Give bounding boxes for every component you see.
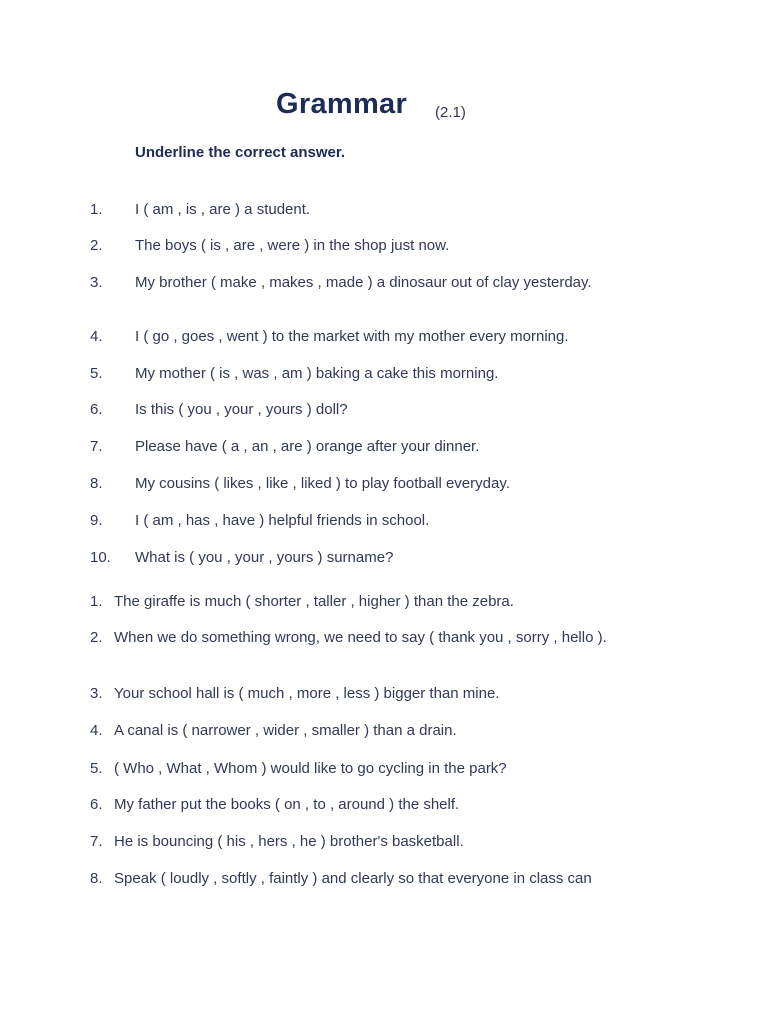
question-text: I ( am , has , have ) helpful friends in school. — [135, 512, 430, 529]
question-item — [90, 363, 710, 387]
question-number: 2. — [90, 629, 103, 646]
question-item — [90, 199, 710, 223]
page-title: Grammar — [276, 88, 408, 120]
question-number: 1. — [90, 201, 103, 218]
question-item — [90, 399, 710, 423]
question-item — [90, 272, 710, 296]
question-number: 7. — [90, 438, 103, 455]
question-text: What is ( you , your , yours ) surname? — [135, 549, 394, 566]
question-item — [90, 868, 710, 912]
question-item — [90, 436, 710, 460]
question-number: 6. — [90, 401, 103, 418]
question-text: He is bouncing ( his , hers , he ) brother's basketball. — [114, 833, 464, 850]
question-text: Your school hall is ( much , more , less ) bigger than mine. — [114, 685, 500, 702]
question-item — [90, 326, 710, 350]
instruction-text: Underline the correct answer. — [135, 144, 346, 161]
question-number: 5. — [90, 760, 103, 777]
question-number: 7. — [90, 833, 103, 850]
question-item — [90, 547, 710, 571]
question-text: The giraffe is much ( shorter , taller , higher ) than the zebra. — [114, 593, 514, 610]
question-number: 2. — [90, 237, 103, 254]
question-item — [90, 627, 710, 671]
question-text: Please have ( a , an , are ) orange after your dinner. — [135, 438, 480, 455]
question-number: 4. — [90, 722, 103, 739]
page-subtitle: (2.1) — [435, 104, 466, 121]
question-text: The boys ( is , are , were ) in the shop just now. — [135, 237, 450, 254]
question-item — [90, 235, 710, 259]
question-number: 3. — [90, 685, 103, 702]
question-item — [90, 473, 710, 497]
question-number: 6. — [90, 796, 103, 813]
question-text: My father put the books ( on , to , around ) the shelf. — [114, 796, 460, 813]
question-number: 4. — [90, 328, 103, 345]
question-text: I ( am , is , are ) a student. — [135, 201, 311, 218]
question-item — [90, 510, 710, 534]
question-text: My mother ( is , was , am ) baking a cake this morning. — [135, 365, 499, 382]
question-text: My brother ( make , makes , made ) a dinosaur out of clay yesterday. — [135, 274, 592, 291]
question-number: 10. — [90, 549, 111, 566]
question-text: My cousins ( likes , like , liked ) to play football everyday. — [135, 475, 510, 492]
question-text: Speak ( loudly , softly , faintly ) and clearly so that everyone in class can — [114, 870, 592, 887]
question-text: When we do something wrong, we need to say ( thank you , sorry , hello ). — [114, 629, 607, 646]
question-number: 3. — [90, 274, 103, 291]
question-text: A canal is ( narrower , wider , smaller ) than a drain. — [114, 722, 457, 739]
question-number: 9. — [90, 512, 103, 529]
question-text: I ( go , goes , went ) to the market with my mother every morning. — [135, 328, 569, 345]
question-number: 5. — [90, 365, 103, 382]
question-number: 8. — [90, 870, 103, 887]
question-text: ( Who , What , Whom ) would like to go cycling in the park? — [114, 760, 507, 777]
question-text: Is this ( you , your , yours ) doll? — [135, 401, 348, 418]
question-number: 8. — [90, 475, 103, 492]
question-number: 1. — [90, 593, 103, 610]
